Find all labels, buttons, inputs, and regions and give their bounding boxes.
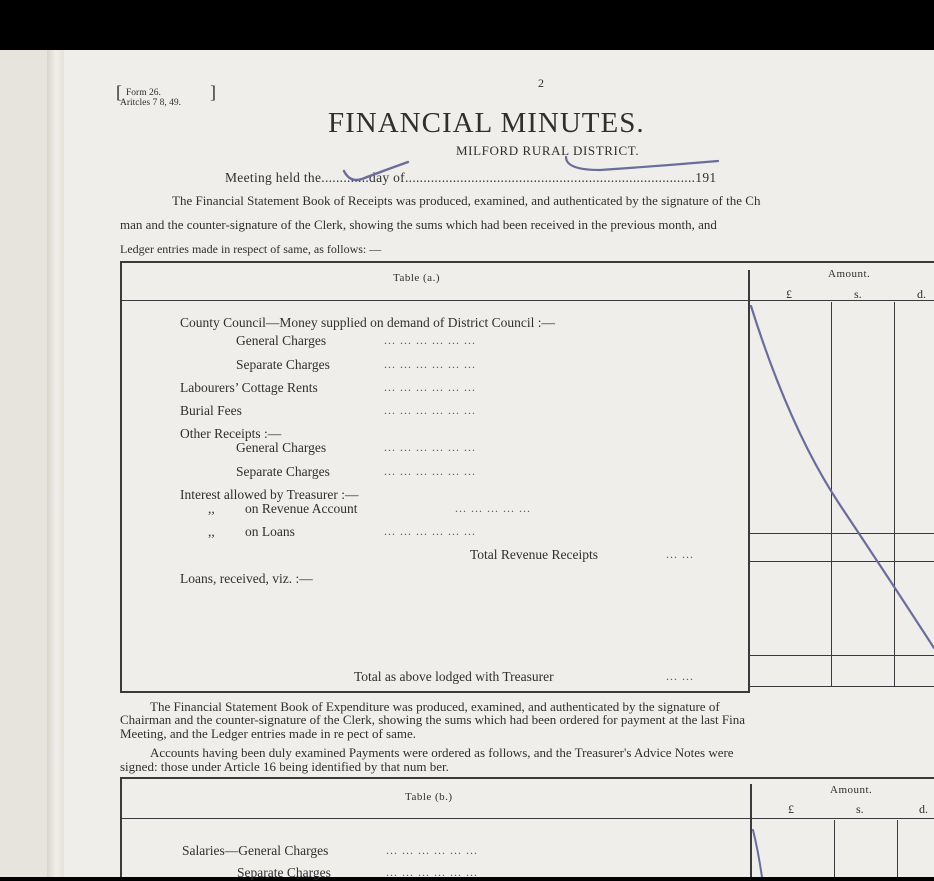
row-labourers-rents: Labourers’ Cottage Rents (180, 380, 318, 395)
leader-dots: ... ... (666, 669, 694, 683)
district-name: MILFORD RURAL DISTRICT. (456, 143, 640, 158)
expenditure-para-line4: Accounts having been duly examined Payments were ordered as follows, and the Treasurer's Advice Notes were (150, 745, 734, 760)
cancel-stroke-icon (751, 306, 934, 648)
receipts-para-line1: The Financial Statement Book of Receipts was produced, examined, and authenticated by the signature of the Ch (172, 193, 761, 208)
row-loans-received: Loans, received, viz. :— (180, 571, 313, 586)
leader-dots: ... ... ... ... ... ... (384, 440, 476, 454)
meeting-day-of: .............day of (321, 170, 405, 185)
table-a-amount-header: Amount. (828, 268, 871, 280)
table-a-col-pence: d. (917, 287, 926, 301)
leader-dots: ... ... ... ... ... (455, 501, 531, 515)
receipts-para-line3: Ledger entries made in respect of same, as follows: — (120, 242, 382, 256)
table-a-col-shillings: s. (854, 287, 862, 301)
expenditure-para-line1: The Financial Statement Book of Expenditure was produced, examined, and authenticated by the signature of (150, 699, 720, 714)
underline-mark-icon (566, 157, 718, 170)
meeting-prefix: Meeting held the (225, 170, 322, 185)
row-revenue-account: on Revenue Account (245, 501, 358, 516)
row-separate-charges: Separate Charges (237, 865, 331, 880)
page-title: FINANCIAL MINUTES. (328, 107, 645, 139)
row-salaries: Salaries—General Charges (182, 843, 329, 858)
table-b-col-shillings: s. (856, 802, 864, 816)
leader-dots: ... ... ... ... ... ... (384, 524, 476, 538)
row-county-council: County Council—Money supplied on demand of District Council :— (180, 315, 555, 330)
meeting-blank: ............................................................................... (404, 170, 696, 185)
row-total-revenue: Total Revenue Receipts (470, 547, 599, 562)
table-b-col-pence: d. (919, 802, 928, 816)
ditto-mark: ,, (208, 501, 215, 516)
table-a-title: Table (a.) (393, 272, 440, 284)
ditto-mark: ,, (208, 524, 215, 539)
row-total-lodged: Total as above lodged with Treasurer (354, 669, 554, 684)
tick-mark-icon (344, 162, 408, 180)
page-number: 2 (538, 76, 544, 90)
leader-dots: ... ... ... ... ... ... (384, 333, 476, 347)
table-b-title: Table (b.) (405, 791, 453, 803)
leader-dots: ... ... (666, 547, 694, 561)
table-b-col-pounds: £ (788, 802, 794, 816)
row-cc-general: General Charges (236, 333, 327, 348)
leader-dots: ... ... ... ... ... ... (386, 843, 478, 857)
expenditure-para-line3: Meeting, and the Ledger entries made in re pect of same. (120, 726, 416, 741)
meeting-year: 191 (695, 170, 717, 185)
expenditure-para-line5: signed: those under Article 16 being identified by that num ber. (120, 759, 449, 774)
form-articles: Aritcles 7 8, 49. (120, 98, 181, 108)
table-b-amount-header: Amount. (830, 784, 873, 796)
expenditure-para-line2: Chairman and the counter-signature of the Clerk, showing the sums which had been ordered for payment at the last Fina (120, 712, 746, 727)
row-interest: Interest allowed by Treasurer :— (180, 487, 359, 502)
leader-dots: ... ... ... ... ... ... (384, 403, 476, 417)
row-other-receipts: Other Receipts :— (180, 426, 282, 441)
row-on-loans: on Loans (245, 524, 295, 539)
leader-dots: ... ... ... ... ... ... (384, 357, 476, 371)
leader-dots: ... ... ... ... ... ... (384, 464, 476, 478)
row-burial-fees: Burial Fees (180, 403, 242, 418)
bracket-left-icon: [ (116, 82, 122, 102)
leader-dots: ... ... ... ... ... ... (386, 865, 478, 879)
bracket-right-icon: ] (210, 82, 216, 102)
form-number: Form 26. (126, 88, 161, 98)
row-or-general: General Charges (236, 440, 327, 455)
row-cc-separate: Separate Charges (236, 357, 330, 372)
row-or-separate: Separate Charges (236, 464, 330, 479)
table-a-col-pounds: £ (786, 287, 792, 301)
leader-dots: ... ... ... ... ... ... (384, 380, 476, 394)
receipts-para-line2: man and the counter-signature of the Clerk, showing the sums which had been received in the previous month, and (120, 217, 717, 232)
cancel-stroke-icon (753, 830, 762, 877)
